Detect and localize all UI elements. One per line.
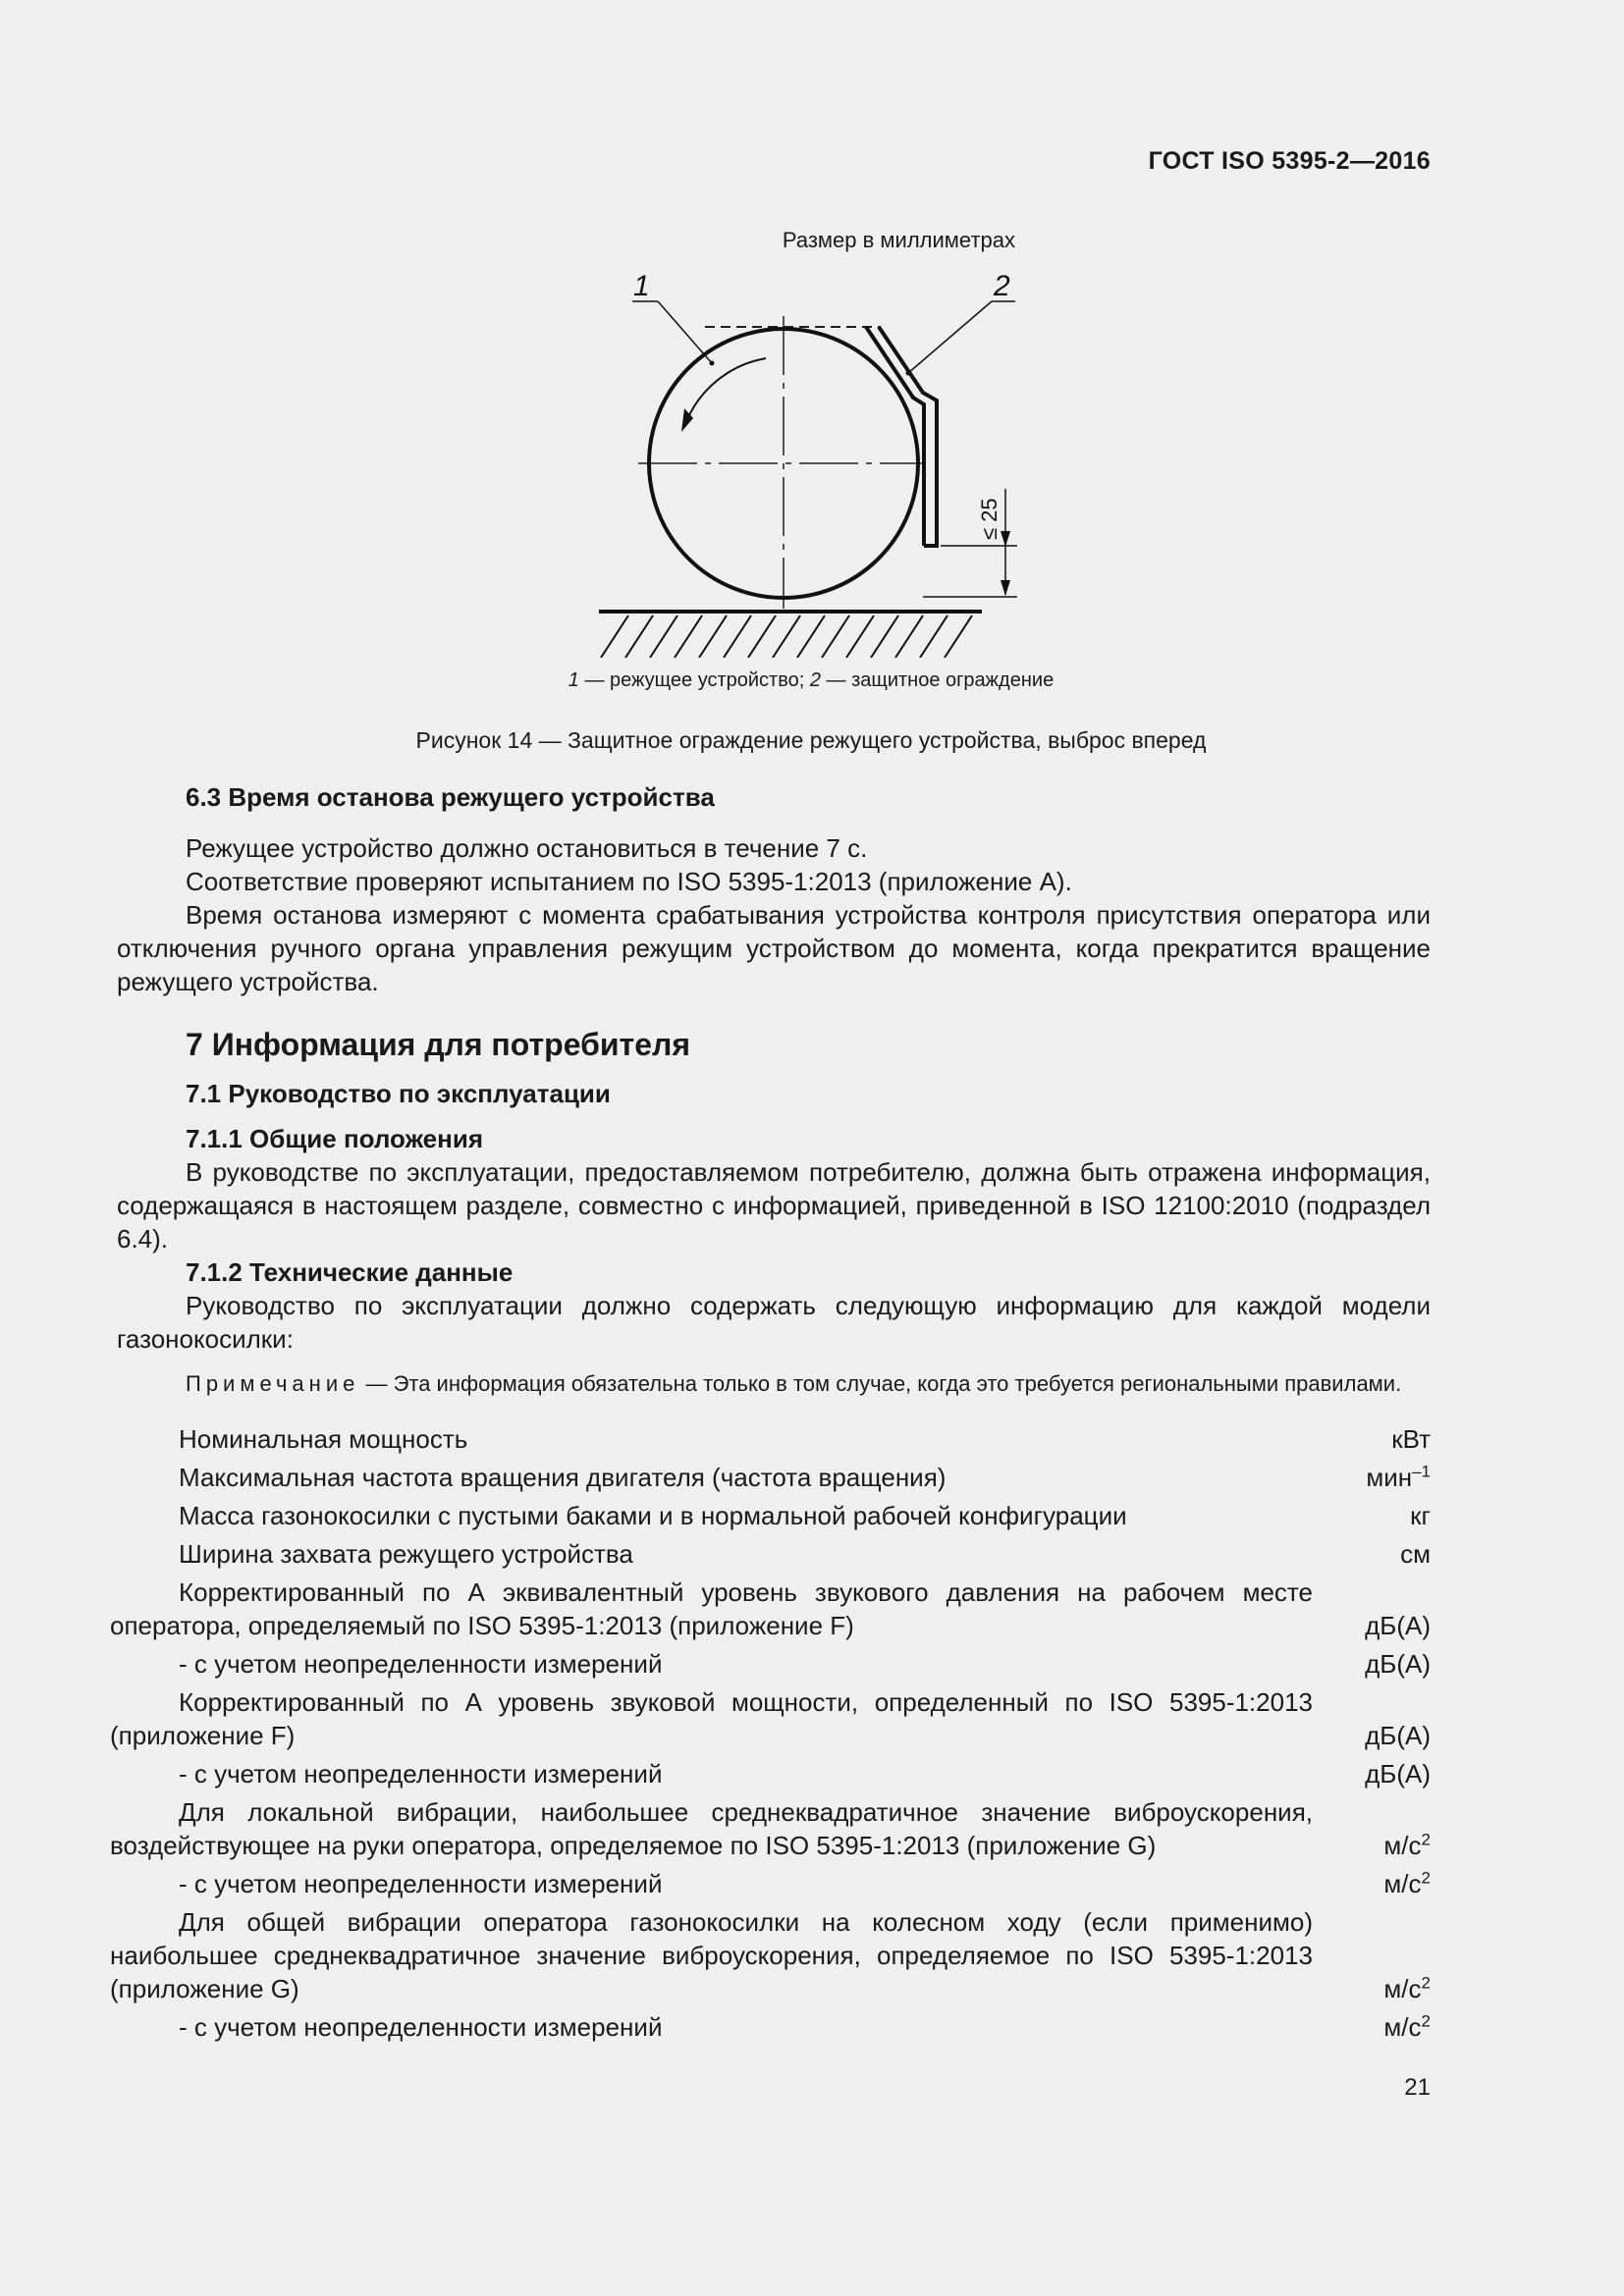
section-7-heading: 7 Информация для потребителя <box>186 1027 690 1062</box>
data-row-unit: дБ(А) <box>1365 1649 1431 1679</box>
data-row <box>110 1867 1431 1900</box>
data-row-text: Ширина захвата режущего устройства <box>179 1539 633 1569</box>
data-row-unit: $м/с^2$ <box>1383 1830 1431 1860</box>
data-row <box>110 1757 1431 1790</box>
data-row-text: Для общей вибрации оператора газонокосилки на колесном ходу (если применимо) наибольшее среднеквадратичное значение виброускорения, определяемое по ISO 5395-1:2013 (приложение G) <box>110 1907 1313 2003</box>
data-row-unit: дБ(А) <box>1365 1721 1431 1750</box>
data-row-unit: кВт <box>1391 1424 1431 1454</box>
data-row <box>110 1499 1431 1532</box>
technical-data-list <box>110 1422 1431 2044</box>
data-row-text: Корректированный по А уровень звуковой мощности, определенный по ISO 5395-1:2013 (приложение F) <box>110 1687 1313 1750</box>
data-row-unit: $м/с^2$ <box>1383 2011 1431 2042</box>
data-row-unit: дБ(А) <box>1365 1759 1431 1789</box>
data-row <box>110 1647 1431 1681</box>
callout-2: 2 <box>994 270 1010 302</box>
callout-1-dot <box>710 361 715 366</box>
data-row-unit: $м/с^2$ <box>1383 1973 1431 2003</box>
figure-unit-note: Размер в миллиметрах <box>782 228 1015 252</box>
dimension-label: ≤ 25 <box>977 498 1001 540</box>
dimension-arrow-top <box>1001 531 1010 547</box>
data-row <box>110 1537 1431 1571</box>
main-content <box>110 780 1431 2044</box>
section-7-1-heading: 7.1 Руководство по эксплуатации <box>186 1079 611 1108</box>
document-header: ГОСТ ISO 5395-2—2016 <box>1148 147 1431 175</box>
callout-1-leader <box>658 301 712 363</box>
data-row-unit: $м/с^2$ <box>1383 1868 1431 1898</box>
data-row-text: Масса газонокосилки с пустыми баками и в нормальной рабочей конфигурации <box>179 1501 1127 1530</box>
data-row <box>110 1575 1431 1642</box>
legend-number-1: 1 <box>568 669 579 691</box>
data-row-unit: см <box>1400 1539 1431 1569</box>
data-row <box>110 1422 1431 1456</box>
section-7-1-2-text: Руководство по эксплуатации должно содержать следующую информацию для каждой модели газонокосилки: <box>117 1291 1431 1354</box>
callout-2-leader <box>908 301 992 373</box>
data-row-text: Максимальная частота вращения двигателя (частота вращения) <box>179 1463 947 1492</box>
section-6-3-paragraph-3: Время останова измеряют с момента срабатывания устройства контроля присутствия оператора или отключения ручного органа управления режущим устройством до момента, когда прекратится вращение режущего устройства. <box>117 900 1431 996</box>
figure-legend <box>0 669 1622 692</box>
dimension-arrow-bottom <box>1001 580 1010 596</box>
data-row-text: - с учетом неопределенности измерений <box>179 1869 663 1898</box>
section-6-3-paragraph-1: Режущее устройство должно остановиться в течение 7 с. <box>186 833 868 863</box>
legend-text-1: — режущее устройство; <box>578 669 810 691</box>
data-row-text: - с учетом неопределенности измерений <box>179 2012 663 2042</box>
data-row <box>110 1461 1431 1494</box>
section-7-1-2-heading: 7.1.2 Технические данные <box>186 1257 514 1287</box>
data-row-unit: кг <box>1410 1501 1431 1530</box>
section-7-1-1-heading: 7.1.1 Общие положения <box>186 1124 483 1153</box>
figure-14-drawing <box>589 265 1041 658</box>
ground-hatching <box>601 615 972 658</box>
section-7-1-1-text: В руководстве по эксплуатации, предоставляемом потребителю, должна быть отражена информация, содержащаяся в настоящем разделе, совместно с информацией, приведенной в ISO 12100:2010 (подраздел 6.4). <box>117 1157 1431 1254</box>
data-row-text: Корректированный по А эквивалентный уровень звукового давления на рабочем месте оператора, определяемый по ISO 5395-1:2013 (приложение F) <box>110 1577 1313 1640</box>
data-row-text: - с учетом неопределенности измерений <box>179 1649 663 1679</box>
data-row <box>110 1795 1431 1862</box>
note-paragraph <box>117 1369 1431 1399</box>
section-6-3-heading: 6.3 Время останова режущего устройства <box>186 782 715 812</box>
callout-1: 1 <box>633 270 650 302</box>
data-row <box>110 1905 1431 2005</box>
callout-2-dot <box>906 371 911 376</box>
data-row <box>110 1685 1431 1752</box>
data-row-text: - с учетом неопределенности измерений <box>179 1759 663 1789</box>
data-row-text: Номинальная мощность <box>179 1424 468 1454</box>
figure-caption: Рисунок 14 — Защитное ограждение режущего устройства, выброс вперед <box>415 727 1207 753</box>
data-row-unit: дБ(А) <box>1365 1611 1431 1640</box>
legend-text-2: — защитное ограждение <box>820 669 1055 691</box>
data-row-unit: мин$^{-1}$ <box>1366 1462 1431 1492</box>
page-number: 21 <box>1404 2074 1431 2101</box>
section-6-3-paragraph-2: Соответствие проверяют испытанием по ISO 5395-1:2013 (приложение А). <box>186 867 1072 896</box>
legend-number-2: 2 <box>809 669 821 691</box>
data-row <box>110 2010 1431 2044</box>
note-label: Примечание <box>186 1371 360 1396</box>
note-text: — Эта информация обязательна только в том случае, когда это требуется региональными правилами. <box>359 1371 1402 1396</box>
data-row-text: Для локальной вибрации, наибольшее среднеквадратичное значение виброускорения, воздействующее на руки оператора, определяемое по ISO 5395-1:2013 (приложение G) <box>110 1797 1313 1860</box>
rotation-arrow <box>685 358 766 424</box>
